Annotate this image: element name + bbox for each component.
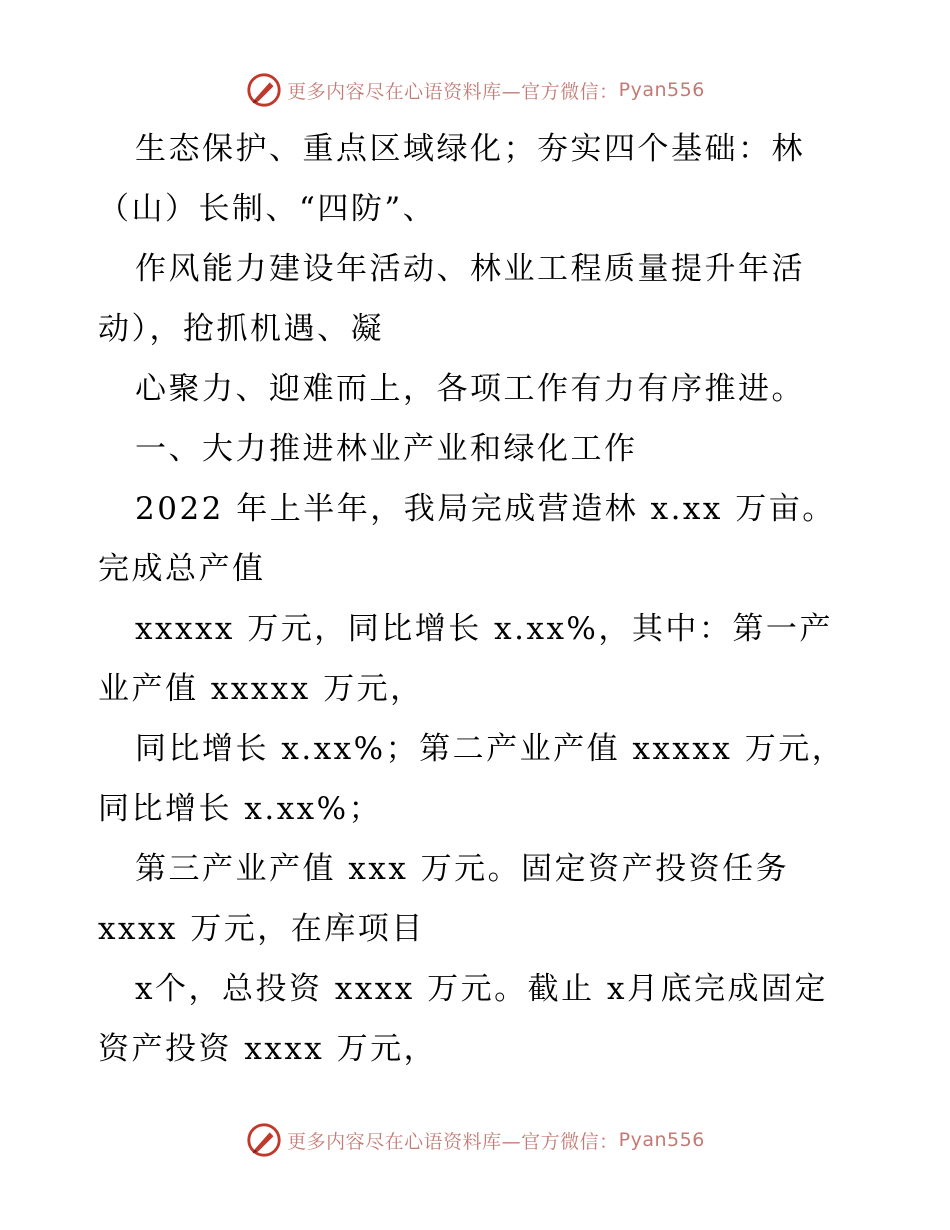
watermark-wechat-id: Pyan556	[618, 79, 705, 101]
text-line: xxxx 万元，在库项目	[98, 911, 425, 947]
text-line: 2022 年上半年，我局完成营造林 x.xx 万亩。	[135, 491, 836, 527]
text-line: （山）长制、“四防”、	[98, 191, 437, 227]
text-line: 动），抢抓机遇、凝	[98, 311, 384, 347]
text-line: 资产投资 xxxx 万元，	[98, 1031, 438, 1067]
text-line: 业产值 xxxxx 万元，	[98, 671, 424, 707]
text-line: 同比增长 x.xx%；第二产业产值 xxxxx 万元，	[135, 731, 846, 767]
text-line: xxxxx 万元，同比增长 x.xx%，其中：第一产	[135, 611, 833, 647]
pen-circle-icon	[245, 71, 283, 109]
text-line: 作风能力建设年活动、林业工程质量提升年活	[135, 251, 805, 287]
watermark-text: 更多内容尽在心语资料库—官方微信：	[287, 1130, 619, 1153]
text-line: 生态保护、重点区域绿化；夯实四个基础：林	[135, 131, 805, 167]
text-line: x个，总投资 xxxx 万元。截止 x月底完成固定	[135, 971, 828, 1007]
watermark-wechat-id: Pyan556	[618, 1129, 705, 1151]
text-line: 同比增长 x.xx%；	[98, 791, 383, 827]
text-line: 第三产业产值 xxx 万元。固定资产投资任务	[135, 851, 790, 887]
pen-circle-icon	[245, 1121, 283, 1159]
header-watermark	[0, 70, 950, 110]
text-line: 心聚力、迎难而上，各项工作有力有序推进。	[135, 371, 805, 407]
footer-watermark	[0, 1120, 950, 1160]
document-body	[98, 119, 858, 1079]
text-line: 一、大力推进林业产业和绿化工作	[135, 431, 638, 467]
text-line: 完成总产值	[98, 551, 266, 587]
watermark-text: 更多内容尽在心语资料库—官方微信：	[287, 80, 619, 103]
